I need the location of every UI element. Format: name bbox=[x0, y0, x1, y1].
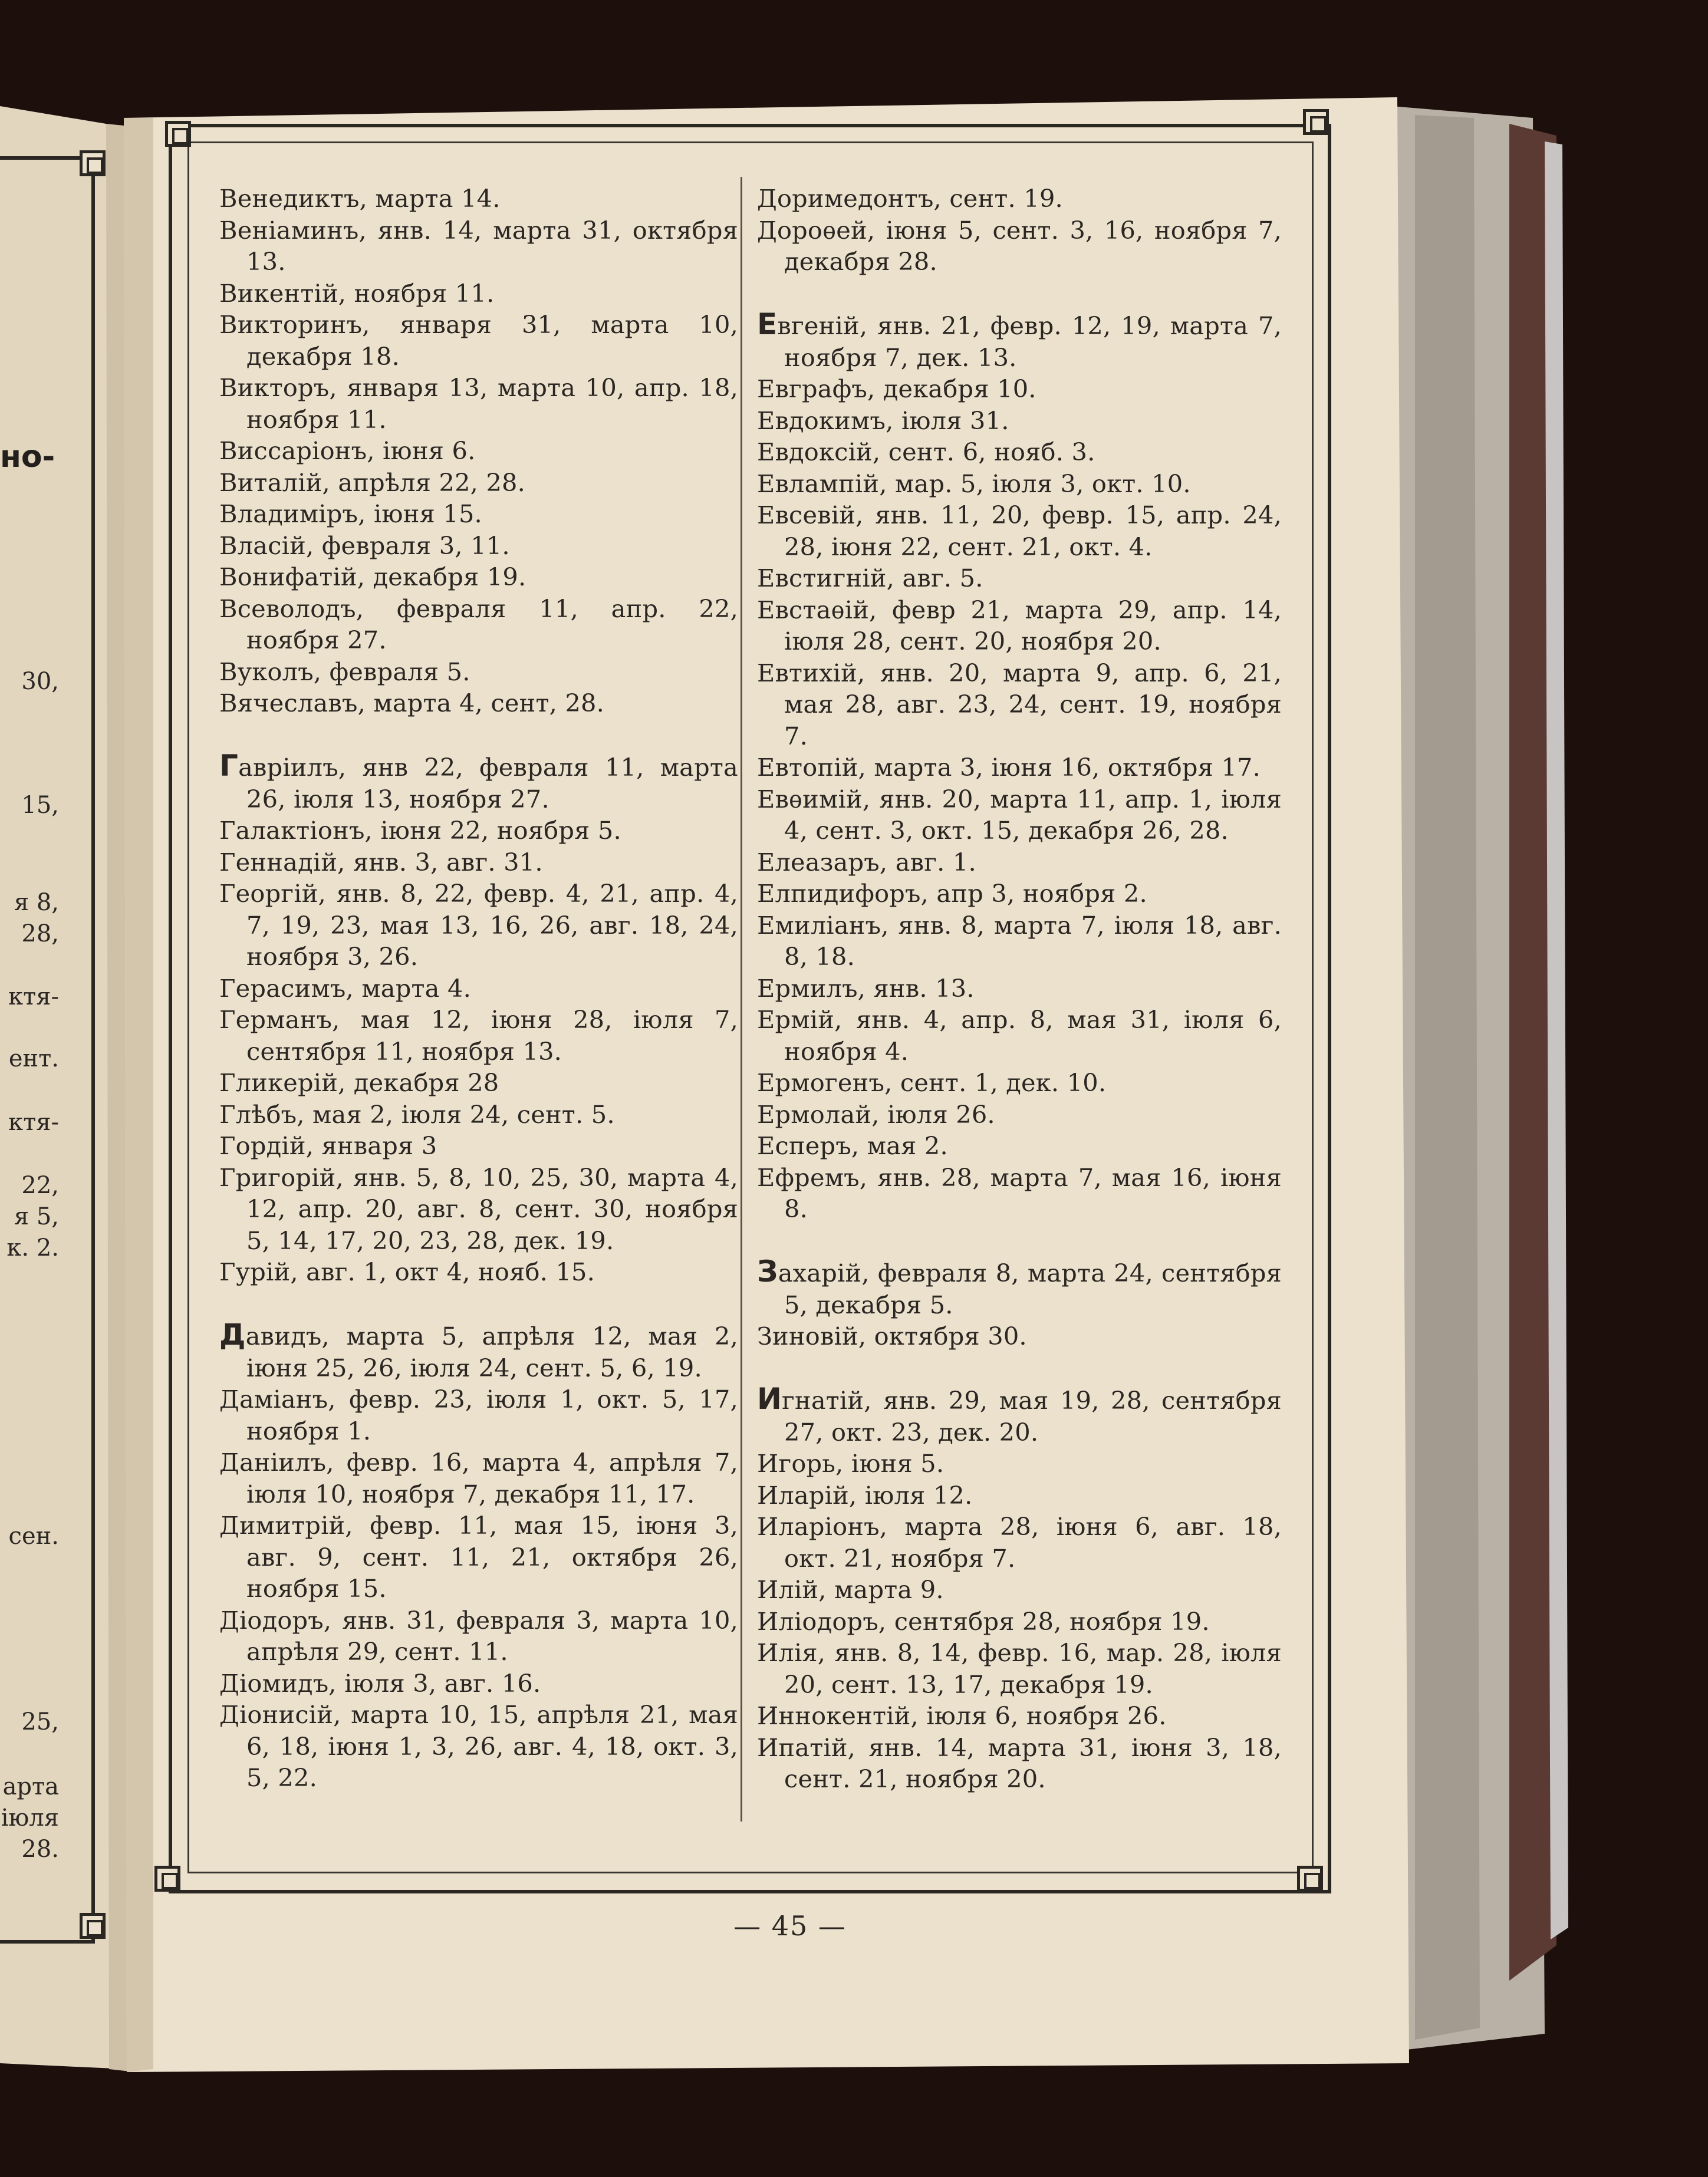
name-day-entry bbox=[219, 878, 738, 973]
name-day-entry bbox=[219, 656, 738, 688]
name-day-entry bbox=[219, 1256, 738, 1288]
entry-text: Всеволодъ, февраля 11, апр. 22, ноября 27. bbox=[219, 594, 738, 654]
previous-page-frame-corner-bottom bbox=[80, 1913, 106, 1939]
name-day-entry bbox=[757, 973, 1282, 1004]
previous-page-line-fragment: ктя- bbox=[8, 1109, 59, 1136]
entry-text: ахарій, февраля 8, марта 24, сентября 5, декабря 5. bbox=[778, 1259, 1282, 1319]
name-day-entry bbox=[757, 183, 1282, 215]
previous-page-line-fragment: 22, bbox=[21, 1172, 59, 1199]
entry-text: Виталій, апрѣля 22, 28. bbox=[219, 467, 526, 497]
entry-text: Дороѳей, іюня 5, сент. 3, 16, ноября 7, декабря 28. bbox=[757, 215, 1282, 276]
entry-text: Даніилъ, февр. 16, марта 4, апрѣля 7, іюля 10, ноября 7, декабря 11, 17. bbox=[219, 1448, 738, 1509]
entry-text: Елеазаръ, авг. 1. bbox=[757, 847, 976, 877]
frame-corner-top-right bbox=[1303, 109, 1329, 135]
entry-text: Викторъ, января 13, марта 10, апр. 18, ноября 11. bbox=[219, 373, 738, 434]
section-initial-letter: Е bbox=[757, 307, 778, 341]
name-day-entry bbox=[219, 1447, 738, 1510]
name-day-entry bbox=[757, 783, 1282, 847]
entry-text: Евсевій, янв. 11, 20, февр. 15, апр. 24, 28, іюня 22, сент. 21, окт. 4. bbox=[757, 500, 1282, 561]
frame-corner-bottom-right bbox=[1297, 1866, 1323, 1892]
name-day-entry bbox=[757, 1511, 1282, 1574]
entry-text: Григорій, янв. 5, 8, 10, 25, 30, марта 4, 12, апр. 20, авг. 8, сент. 30, ноября 5, 14, 17, 20, 23, 28, дек. 19. bbox=[219, 1162, 738, 1255]
entry-text: Ермій, янв. 4, апр. 8, мая 31, іюля 6, ноября 4. bbox=[757, 1005, 1282, 1066]
entry-text: вгеній, янв. 21, февр. 12, 19, марта 7, ноября 7, дек. 13. bbox=[777, 311, 1282, 372]
previous-page-frame-corner-top bbox=[80, 150, 106, 176]
name-day-entry bbox=[757, 373, 1282, 405]
entry-text: Доримедонтъ, сент. 19. bbox=[757, 184, 1063, 213]
entry-text: Герасимъ, марта 4. bbox=[219, 973, 471, 1003]
entry-text: Евѳимій, янв. 20, марта 11, апр. 1, іюля 4, сент. 3, окт. 15, декабря 26, 28. bbox=[757, 784, 1282, 845]
entry-text: Зиновій, октября 30. bbox=[757, 1322, 1027, 1351]
section-initial-letter: Д bbox=[219, 1318, 246, 1352]
entry-text: гнатій, янв. 29, мая 19, 28, сентября 27, окт. 23, дек. 20. bbox=[782, 1386, 1282, 1447]
entry-text: Виссаріонъ, іюня 6. bbox=[219, 436, 476, 465]
name-day-entry bbox=[757, 436, 1282, 468]
name-day-entry bbox=[219, 1067, 738, 1099]
entry-text: Ермолай, іюля 26. bbox=[757, 1099, 995, 1129]
name-day-entry bbox=[757, 1700, 1282, 1732]
entry-text: Иннокентій, іюля 6, ноября 26. bbox=[757, 1701, 1167, 1730]
section-initial-letter: З bbox=[757, 1254, 778, 1289]
entry-text: Евлампій, мар. 5, іюля 3, окт. 10. bbox=[757, 469, 1191, 498]
name-day-entry bbox=[757, 1448, 1282, 1480]
name-day-entry bbox=[219, 973, 738, 1004]
entry-text: Галактіонъ, іюня 22, ноября 5. bbox=[219, 816, 621, 845]
name-day-entry bbox=[219, 561, 738, 593]
name-day-entry bbox=[757, 1732, 1282, 1795]
entry-text: Емиліанъ, янв. 8, марта 7, іюля 18, авг. 8, 18. bbox=[757, 910, 1282, 971]
entry-text: Вуколъ, февраля 5. bbox=[219, 657, 470, 686]
entry-text: Евтихій, янв. 20, марта 9, апр. 6, 21, мая 28, авг. 23, 24, сент. 19, ноября 7. bbox=[757, 658, 1282, 750]
entry-text: Діонисій, марта 10, 15, апрѣля 21, мая 6, 18, іюня 1, 3, 26, авг. 4, 18, окт. 3, 5, 22. bbox=[219, 1700, 738, 1792]
entry-text: Евдокимъ, іюля 31. bbox=[757, 406, 1009, 435]
previous-page-line-fragment: 28. bbox=[21, 1836, 59, 1863]
section-initial-letter: Г bbox=[219, 749, 239, 783]
column-divider bbox=[741, 177, 742, 1822]
previous-page-heading-fragment: но- bbox=[0, 439, 55, 475]
entry-text: Власій, февраля 3, 11. bbox=[219, 531, 510, 560]
name-day-entry bbox=[757, 752, 1282, 783]
previous-page-line-fragment: арта bbox=[2, 1773, 59, 1800]
name-day-entry bbox=[219, 467, 738, 499]
entry-text: Иліодоръ, сентября 28, ноября 19. bbox=[757, 1606, 1210, 1636]
entry-text: Глѣбъ, мая 2, іюля 24, сент. 5. bbox=[219, 1099, 615, 1129]
entry-text: Германъ, мая 12, іюня 28, іюля 7, сентября 11, ноября 13. bbox=[219, 1005, 738, 1066]
name-day-entry bbox=[757, 1384, 1282, 1448]
entry-text: Діодоръ, янв. 31, февраля 3, марта 10, апрѣля 29, сент. 11. bbox=[219, 1605, 738, 1666]
previous-page-line-fragment: ент. bbox=[8, 1045, 59, 1072]
entry-text: Евстигній, авг. 5. bbox=[757, 564, 983, 592]
name-day-entry bbox=[757, 562, 1282, 594]
entry-text: Гурій, авг. 1, окт 4, нояб. 15. bbox=[219, 1257, 595, 1286]
name-day-entry bbox=[757, 1320, 1282, 1352]
left-column bbox=[219, 183, 738, 1794]
name-day-entry bbox=[219, 593, 738, 656]
name-day-entry bbox=[219, 1668, 738, 1700]
name-day-entry bbox=[219, 183, 738, 215]
entry-text: Евдоксій, сент. 6, нояб. 3. bbox=[757, 437, 1095, 466]
entry-text: Геннадій, янв. 3, авг. 31. bbox=[219, 847, 543, 877]
entry-text: Діомидъ, іюля 3, авг. 16. bbox=[219, 1668, 541, 1698]
entry-text: Евграфъ, декабря 10. bbox=[757, 374, 1036, 403]
entry-text: Илія, янв. 8, 14, февр. 16, мар. 28, іюля 20, сент. 13, 17, декабря 19. bbox=[757, 1638, 1282, 1699]
previous-page-line-fragment: к. 2. bbox=[6, 1234, 59, 1262]
entry-text: Георгій, янв. 8, 22, февр. 4, 21, апр. 4, 7, 19, 23, мая 13, 16, 26, авг. 18, 24, ноября 3, 26. bbox=[219, 879, 738, 971]
name-day-entry bbox=[219, 1004, 738, 1067]
entry-text: Елпидифоръ, апр 3, ноября 2. bbox=[757, 879, 1147, 908]
name-day-entry bbox=[757, 499, 1282, 562]
previous-page-line-fragment: сен. bbox=[8, 1523, 59, 1550]
previous-page-line-fragment: 25, bbox=[21, 1708, 59, 1735]
name-day-entry bbox=[757, 1574, 1282, 1606]
entry-text: Гордій, января 3 bbox=[219, 1131, 437, 1160]
previous-page-line-fragment: 28, bbox=[21, 920, 59, 947]
name-day-entry bbox=[757, 468, 1282, 500]
name-day-entry bbox=[219, 687, 738, 719]
name-day-entry bbox=[757, 1606, 1282, 1638]
name-day-entry bbox=[219, 750, 738, 815]
entry-text: Илій, марта 9. bbox=[757, 1575, 944, 1604]
entry-text: авріилъ, янв 22, февраля 11, марта 26, іюля 13, ноября 27. bbox=[238, 753, 738, 814]
name-day-entry bbox=[219, 1699, 738, 1794]
previous-page-line-fragment: я 8, bbox=[14, 889, 59, 916]
name-day-entry bbox=[757, 847, 1282, 878]
name-day-entry bbox=[219, 1162, 738, 1257]
entry-text: Димитрій, февр. 11, мая 15, іюня 3, авг. 9, сент. 11, 21, октября 26, ноября 15. bbox=[219, 1511, 738, 1603]
entry-text: Владиміръ, іюня 15. bbox=[219, 499, 482, 528]
previous-page-line-fragment: я 5, bbox=[14, 1203, 59, 1230]
entry-text: Игорь, іюня 5. bbox=[757, 1449, 944, 1478]
frame-corner-bottom-left bbox=[154, 1866, 180, 1892]
entry-text: Вячеславъ, марта 4, сент, 28. bbox=[219, 689, 605, 717]
name-day-entry bbox=[757, 1256, 1282, 1320]
name-day-entry bbox=[219, 372, 738, 435]
entry-text: Венедиктъ, марта 14. bbox=[219, 184, 501, 213]
entry-text: Евтопій, марта 3, іюня 16, октября 17. bbox=[757, 753, 1261, 782]
name-day-entry bbox=[219, 309, 738, 372]
entry-text: Викторинъ, января 31, марта 10, декабря 18. bbox=[219, 310, 738, 371]
name-day-entry bbox=[219, 530, 738, 562]
name-day-entry bbox=[219, 1605, 738, 1668]
name-day-entry bbox=[219, 278, 738, 309]
entry-text: Ефремъ, янв. 28, марта 7, мая 16, іюня 8. bbox=[757, 1162, 1282, 1223]
name-day-entry bbox=[219, 847, 738, 878]
name-day-entry bbox=[219, 815, 738, 847]
name-day-entry bbox=[219, 1384, 738, 1447]
entry-text: Иларіонъ, марта 28, іюня 6, авг. 18, окт. 21, ноября 7. bbox=[757, 1512, 1282, 1573]
name-day-entry bbox=[757, 1067, 1282, 1099]
name-day-entry bbox=[219, 1099, 738, 1131]
entry-text: Есперъ, мая 2. bbox=[757, 1131, 948, 1160]
name-day-entry bbox=[219, 1510, 738, 1605]
name-day-entry bbox=[757, 1004, 1282, 1067]
entry-text: Вонифатій, декабря 19. bbox=[219, 562, 526, 591]
previous-page-line-fragment: ктя- bbox=[8, 983, 59, 1010]
name-day-entry bbox=[757, 910, 1282, 973]
entry-text: Ермогенъ, сент. 1, дек. 10. bbox=[757, 1068, 1107, 1097]
previous-page-frame bbox=[0, 156, 95, 1944]
entry-text: Веніаминъ, янв. 14, марта 31, октября 13. bbox=[219, 215, 738, 276]
name-day-entry bbox=[757, 1162, 1282, 1225]
entry-text: Викентій, ноября 11. bbox=[219, 278, 495, 308]
name-day-entry bbox=[219, 1319, 738, 1384]
name-day-entry bbox=[219, 498, 738, 530]
name-day-entry bbox=[757, 1480, 1282, 1511]
name-day-entry bbox=[757, 1099, 1282, 1131]
entry-text: авидъ, марта 5, апрѣля 12, мая 2, іюня 25, 26, іюля 24, сент. 5, 6, 19. bbox=[245, 1322, 738, 1382]
name-day-entry bbox=[757, 1637, 1282, 1700]
name-day-entry bbox=[219, 435, 738, 467]
previous-page-line-fragment: 15, bbox=[21, 792, 59, 819]
entry-text: Евстаѳій, февр 21, марта 29, апр. 14, іюля 28, сент. 20, ноября 20. bbox=[757, 595, 1282, 656]
name-day-entry bbox=[757, 878, 1282, 910]
entry-text: Ипатій, янв. 14, марта 31, іюня 3, 18, сент. 21, ноября 20. bbox=[757, 1733, 1282, 1793]
name-day-entry bbox=[757, 405, 1282, 437]
right-column bbox=[757, 183, 1282, 1795]
previous-page-line-fragment: іюля bbox=[1, 1804, 59, 1832]
entry-text: Ермилъ, янв. 13. bbox=[757, 973, 975, 1003]
name-day-entry bbox=[219, 1130, 738, 1162]
name-day-entry bbox=[757, 215, 1282, 278]
name-day-entry bbox=[757, 1130, 1282, 1162]
frame-corner-top-left bbox=[165, 121, 191, 147]
section-initial-letter: И bbox=[757, 1382, 782, 1416]
name-day-entry bbox=[757, 309, 1282, 373]
entry-text: Иларій, іюля 12. bbox=[757, 1480, 973, 1510]
entry-text: Даміанъ, февр. 23, іюля 1, окт. 5, 17, ноября 1. bbox=[219, 1385, 738, 1445]
name-day-entry bbox=[219, 215, 738, 278]
entry-text: Гликерій, декабря 28 bbox=[219, 1068, 499, 1097]
previous-page-line-fragment: 30, bbox=[21, 668, 59, 695]
page-number: — 45 — bbox=[733, 1910, 847, 1942]
name-day-entry bbox=[757, 657, 1282, 752]
name-day-entry bbox=[757, 594, 1282, 657]
